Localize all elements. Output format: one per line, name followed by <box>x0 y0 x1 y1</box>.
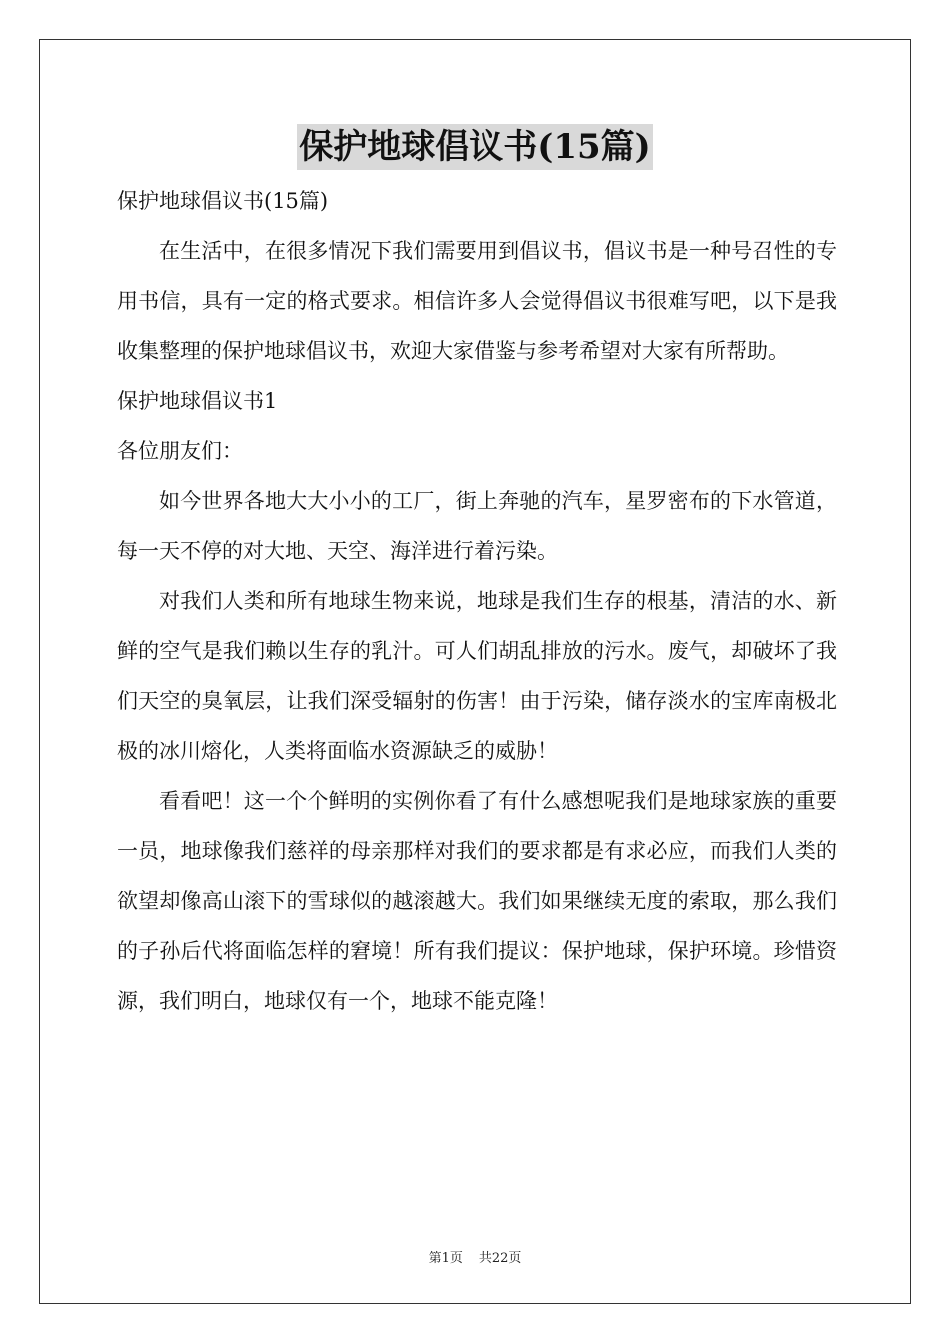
page-footer <box>0 1247 950 1266</box>
document-body <box>117 176 837 1026</box>
body-paragraph-2: 对我们人类和所有地球生物来说，地球是我们生存的根基，清洁的水、新鲜的空气是我们赖以生存的乳汁。可人们胡乱排放的污水。废气，却破坏了我们天空的臭氧层，让我们深受辐射的伤害！由于污染，储存淡水的宝库南极北极的冰川熔化，人类将面临水资源缺乏的威胁！ <box>117 589 837 763</box>
body-paragraph-3: 看看吧！这一个个鲜明的实例你看了有什么感想呢我们是地球家族的重要一员，地球像我们慈祥的母亲那样对我们的要求都是有求必应，而我们人类的欲望却像高山滚下的雪球似的越滚越大。我们如果继续无度的索取，那么我们的子孙后代将面临怎样的窘境！所有我们提议：保护地球，保护环境。珍惜资源，我们明白，地球仅有一个，地球不能克隆！ <box>117 789 837 1013</box>
document-title: 保护地球倡议书(15篇) <box>297 124 653 170</box>
section-heading: 保护地球倡议书1 <box>117 389 278 413</box>
intro-paragraph: 在生活中，在很多情况下我们需要用到倡议书，倡议书是一种号召性的专用书信，具有一定的格式要求。相信许多人会觉得倡议书很难写吧，以下是我收集整理的保护地球倡议书，欢迎大家借鉴与参考希望对大家有所帮助。 <box>117 239 837 363</box>
salutation: 各位朋友们： <box>117 439 243 463</box>
page-total: 共22页 <box>478 1251 522 1266</box>
page-number: 第1页 <box>428 1251 463 1266</box>
body-paragraph-1: 如今世界各地大大小小的工厂，街上奔驰的汽车，星罗密布的下水管道，每一天不停的对大地、天空、海洋进行着污染。 <box>117 489 837 563</box>
document-subtitle: 保护地球倡议书(15篇) <box>117 189 329 213</box>
title-wrap <box>0 124 950 170</box>
